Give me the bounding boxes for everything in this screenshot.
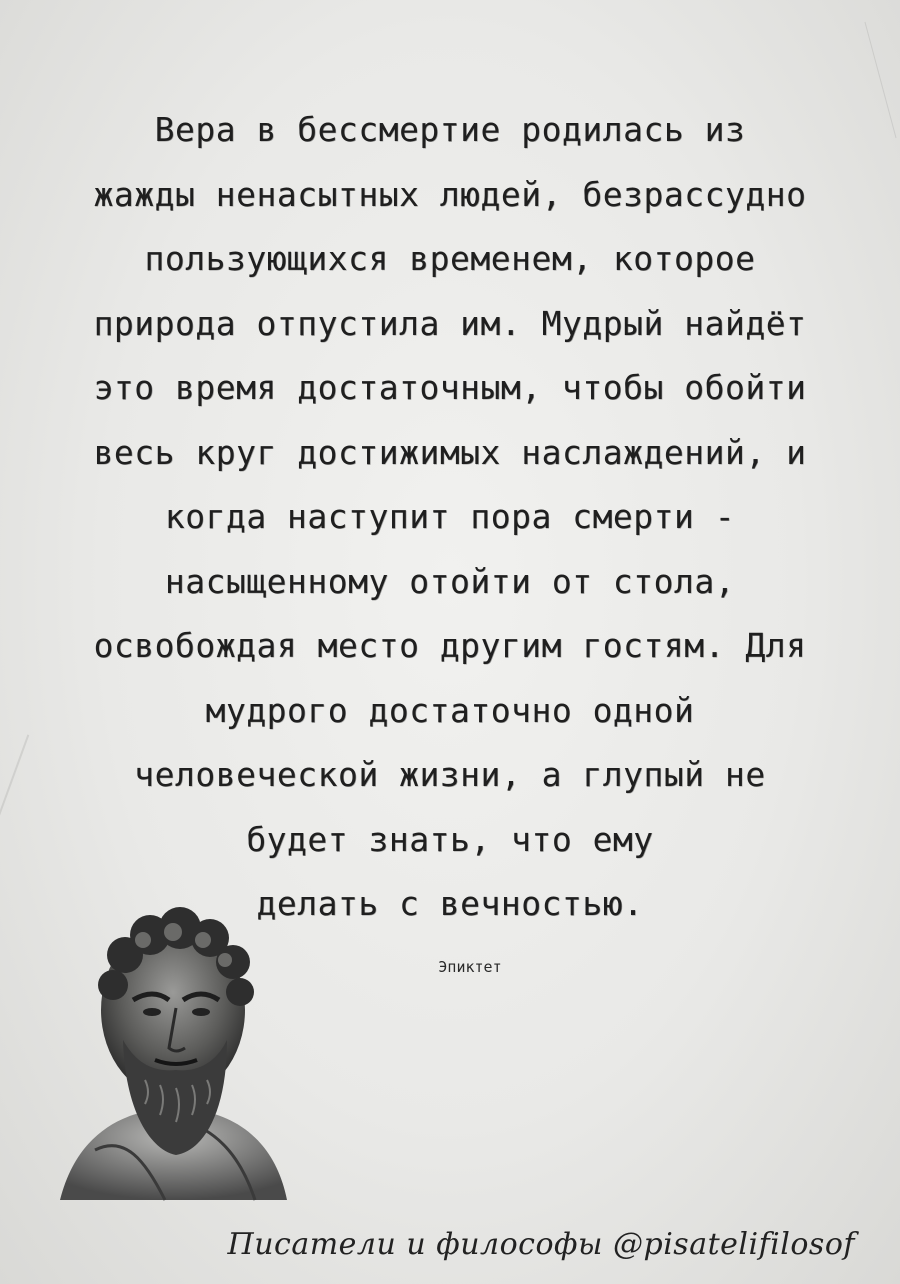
quote-line: мудрого достаточно одной bbox=[205, 690, 695, 730]
quote-author: Эпиктет bbox=[438, 958, 502, 976]
quote-line: будет знать, что ему bbox=[246, 819, 654, 859]
quote-line: когда наступит пора смерти - bbox=[164, 497, 736, 536]
quote-line: делать с вечностью. bbox=[256, 884, 644, 923]
quote-line: освобождая место другим гостям. Для bbox=[93, 626, 807, 665]
paper-crease bbox=[864, 22, 896, 138]
quote-line: жажды ненасытных людей, безрассудно bbox=[93, 174, 807, 214]
quote-line: Вера в бессмертие родилась из bbox=[154, 110, 746, 149]
quote-line: человеческой жизни, а глупый не bbox=[134, 755, 766, 794]
philosopher-bust-icon bbox=[55, 900, 290, 1210]
quote-text bbox=[90, 98, 810, 937]
signature-watermark: Писатели и философы @pisatelifilosof bbox=[227, 1227, 855, 1262]
quote-line: это время достаточным, чтобы обойти bbox=[93, 368, 807, 407]
quote-line: природа отпустила им. Мудрый найдёт bbox=[93, 303, 807, 343]
paper-crease bbox=[0, 734, 29, 885]
quote-line: весь круг достижимых наслаждений, и bbox=[93, 432, 807, 472]
quote-line: насыщенному отойти от стола, bbox=[164, 561, 736, 601]
quote-line: пользующихся временем, которое bbox=[144, 239, 756, 278]
